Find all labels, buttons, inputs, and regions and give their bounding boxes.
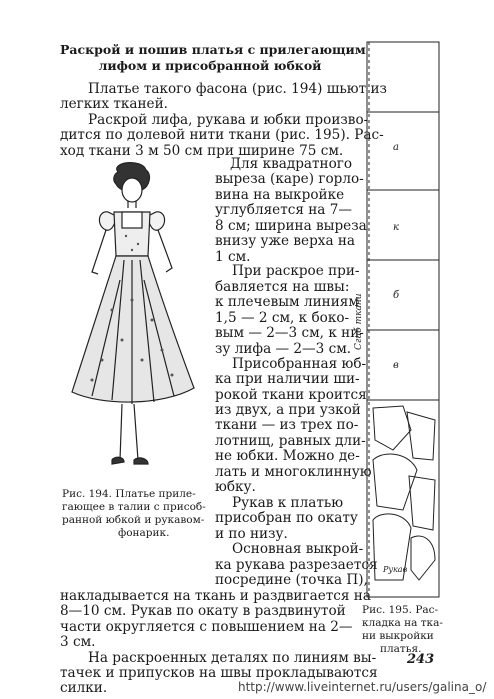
column-line: из двух, а при узкой — [215, 402, 361, 418]
caption-line: гающее в талии с присоб- — [62, 501, 206, 513]
column-line: и по низу. — [215, 526, 288, 542]
paragraph-line: легких тканей. — [60, 96, 168, 112]
column-line: углубляется на 7— — [215, 202, 352, 218]
caption-line: Рис. 194. Платье прилe- — [62, 488, 196, 500]
column-line: ка рукава разрезается — [215, 557, 378, 573]
column-line: ка при наличии ши- — [215, 371, 360, 387]
column-line: не юбки. Можно де- — [215, 448, 360, 464]
page-number: 243 — [407, 652, 435, 667]
column-line: юбку. — [215, 479, 256, 495]
column-line: Основная выкрой- — [232, 541, 364, 557]
paragraph-line: На раскроенных деталях по линиям вы- — [88, 650, 377, 666]
caption-line: платья. — [380, 643, 422, 655]
fabric-layout-diagram — [354, 40, 441, 600]
dress-illustration — [62, 160, 202, 490]
column-line: При раскрое при- — [232, 263, 360, 279]
column-line: бавляется на швы: — [215, 279, 350, 295]
paragraph-line: 8—10 см. Рукав по окату в раздвинутой — [60, 603, 346, 619]
paragraph-line: части округляется с повышением на 2— — [60, 619, 353, 635]
section-title-line2: лифом и присобранной юбкой — [98, 58, 322, 73]
column-line: выреза (каре) горло- — [215, 171, 364, 187]
column-line: 1,5 — 2 см, к боко- — [215, 310, 350, 326]
column-line: Для квадратного — [230, 156, 353, 172]
layout-label-v: в — [393, 360, 399, 371]
layout-label-b: б — [393, 290, 400, 301]
column-line: 8 см; ширина выреза — [215, 218, 367, 234]
paragraph-line: дится по долевой нити ткани (рис. 195). Рас- — [60, 127, 384, 143]
column-line: посредине (точка П), — [215, 572, 368, 588]
column-line: к плечевым линиям — [215, 294, 359, 310]
column-line: присобран по окату — [215, 510, 358, 526]
caption-line: Рис. 195. Рас- — [362, 604, 439, 616]
paragraph-line: Платье такого фасона (рис. 194) шьют из — [88, 81, 387, 97]
layout-label-k: к — [393, 222, 399, 233]
caption-line: фонарик. — [118, 527, 170, 539]
caption-line: кладка на тка- — [362, 617, 443, 629]
caption-line: ни выкройки — [362, 630, 434, 642]
column-line: 1 см. — [215, 249, 251, 265]
column-line: Присобранная юб- — [232, 356, 367, 372]
column-line: ткани — из трех по- — [215, 417, 359, 433]
paragraph-line: силки. — [60, 680, 108, 696]
paragraph-line: накладывается на ткань и раздвигается на — [60, 588, 371, 604]
paragraph-line: Раскрой лифа, рукава и юбки произво- — [88, 112, 369, 128]
layout-label-sleeve: Рукав — [383, 565, 408, 574]
column-line: Рукав к платью — [232, 495, 344, 511]
paragraph-line: 3 см. — [60, 634, 96, 650]
layout-label-fold: Сгиб ткани — [354, 293, 364, 350]
caption-line: ранной юбкой и рукавом- — [62, 514, 205, 526]
paragraph-line: ход ткани 3 м 50 см при ширине 75 см. — [60, 143, 344, 159]
paragraph-line: тачек и припусков на швы прокладываются — [60, 665, 378, 681]
column-line: вина на выкройке — [215, 187, 345, 203]
column-line: лать и многоклинную — [215, 464, 372, 480]
watermark-url: http://www.liveinternet.ru/users/galina_o/ — [238, 680, 487, 694]
column-line: зу лифа — 2—3 см. — [215, 341, 352, 357]
column-line: вым — 2—3 см, к ни- — [215, 325, 364, 341]
column-line: рокой ткани кроится — [215, 387, 367, 403]
column-line: внизу уже верха на — [215, 233, 356, 249]
column-line: лотнищ, равных дли- — [215, 433, 366, 449]
section-title-line1: Раскрой и пошив платья с прилегающим — [60, 42, 366, 57]
layout-label-a: а — [393, 142, 399, 153]
